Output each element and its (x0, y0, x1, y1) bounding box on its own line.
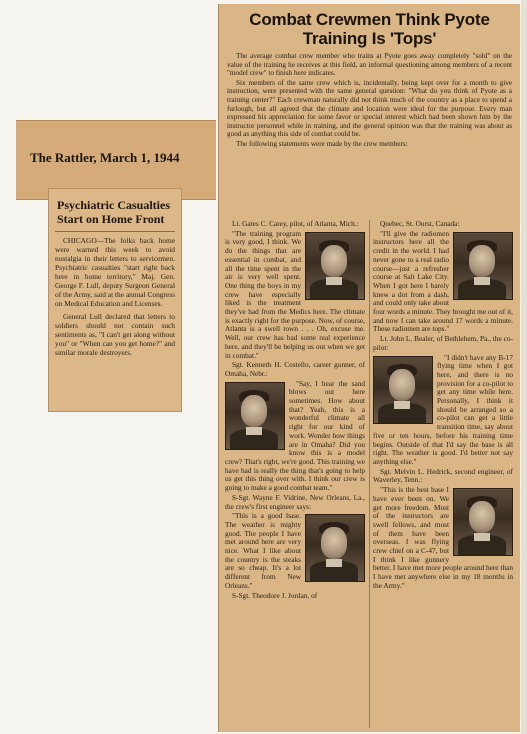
crewman-photo-costello (225, 382, 285, 450)
page-edge (521, 0, 527, 734)
column-paragraph: "I didn't have any B-17 flying time when I got here, and there is no provision for a co-pilot to get any time while here. Personally, I think it should be arranged so a co-pilot can get a little transition time, say about five or ten hours, before his training time begins. Outside of that I'd say the base is all right. The weather is good. I'd better not say anything else." (373, 352, 513, 466)
crewman-photo-carey (305, 232, 365, 300)
column-paragraph: Sgt. Melvin L. Hedrick, second engineer, of Waverley, Tenn.: (373, 466, 513, 485)
crewman-photo-jordan (453, 232, 513, 300)
side-article-clipping (48, 188, 182, 412)
date-label: The Rattler, March 1, 1944 (30, 150, 180, 165)
column-paragraph: "The training program is very good, I think. We do the things that are essential in combat, and all the time spent in the air is very well spent. One thing the boys in my crew have especially liked is the treatment they've had from the Medics here. The climate is exactly right for the purpose. Now, of course, Atlanta is a swell town . . . Oh, excuse me. Well, our crew has had some real experience here, and they'll be helping us out when we get in combat." (225, 228, 365, 360)
right-column (373, 220, 513, 730)
column-paragraph: Lt. Gates C. Carey, pilot, of Atlanta, Mich.: (232, 220, 359, 228)
side-article-rule (55, 231, 175, 232)
left-column (225, 220, 365, 730)
column-paragraph: S-Sgt. Theodore J. Jordan, of (232, 590, 318, 600)
column-paragraph: S-Sgt. Wayne F. Vidrine, New Orleans, La., the crew's first engineer says: (225, 492, 365, 511)
crewman-photo-hedrick (453, 488, 513, 556)
intro-paragraph: Six members of the same crew which is, incidentally, being kept over for a month to give instruction, were presented with the same general question: "What do you think of Pyote as a training center?" Each crewman naturally did not think much of the country as a place to spend a furlough, but all agreed that the climate and location were ideal for the purpose. Every man expressed his appreciation for some favor or special interest which had been shown him by the instructor personnel while in training, and the general opinion was that the training was about as good as anything this side of combat could be. (227, 78, 512, 139)
article-columns (225, 220, 515, 730)
column-divider (369, 220, 370, 728)
crewman-photo-bealer (373, 356, 433, 424)
main-article-clipping (218, 4, 520, 732)
column-paragraph: "This is the best base I have ever been on. We get more freedom. Most of the instructors are swell fellows, and most of them have been overseas. I was flying crew chief on a C-47, but I think I like gunnery better. I have met more people around here than I have met anywhere else in my 18 months in the Army." (373, 485, 513, 590)
intro-paragraph: The average combat crew member who trains at Pyote goes away completely "sold" on the value of the training he receives at this field, an informal questioning among members of a recent "model crew" to finish here indicates. (227, 52, 512, 78)
side-article-paragraph: CHICAGO—The folks back home were warned this week to avoid nostalgia in their letters to servicemen. Psychiatric casualties "start right back here in home territory," Maj. Gen. George F. Lull, deputy Surgeon General of the Army, said at the annual Congress on Medical Education and Licenses. (55, 236, 175, 308)
column-paragraph: Lt. John L. Bealer, of Bethlehem, Pa., the co-pilot: (373, 334, 513, 352)
side-article-headline: Psychiatric Casualties Start on Home Front (57, 198, 170, 226)
column-paragraph: Quebec, St. Ourst, Canada: (380, 220, 460, 228)
column-paragraph: "I'll give the radiomen instructors here all the credit in the world. I had never gone to a real radio course—just a refresher course at Salt Lake City. When I got here I barely knew a dot from a dash, and could only take about four words a minute. They brought me out of it, and now I can take around 17 words a minute. These radiomen are tops." (373, 228, 513, 334)
column-paragraph: "This is a good base. The weather is mighty good. The people I have met around here are very nice. What I like about the country is the steaks are so cheap. It's a lot different from New Orleans." (225, 511, 301, 590)
column-paragraph: "Say, I hear the sand blows out here sometimes. How about that? Yeah, this is a wonderful climate all right for our kind of work. Wonder how things are in Omaha? Did you know this is a model crew? That's right, we're good. This training we have had is really the thing that's going to help us get this thing over with. I think our crew is going to make a good combat team." (225, 378, 365, 493)
main-article-headline: Combat Crewmen Think Pyote Training Is 'Tops' (249, 10, 490, 48)
crewman-photo-vidrine (305, 514, 365, 582)
side-article-paragraph: General Lull declared that letters to soldiers should not contain such sentiments as, "I can't get along without you" or "When can you get home?" and similar morale destroyers. (55, 312, 175, 357)
column-paragraph: Sgt. Kenneth H. Costello, career gunner, of Omaha, Nebr.: (225, 360, 365, 378)
intro-paragraph: The following statements were made by the crew members: (236, 139, 408, 148)
main-article-intro (219, 52, 520, 149)
